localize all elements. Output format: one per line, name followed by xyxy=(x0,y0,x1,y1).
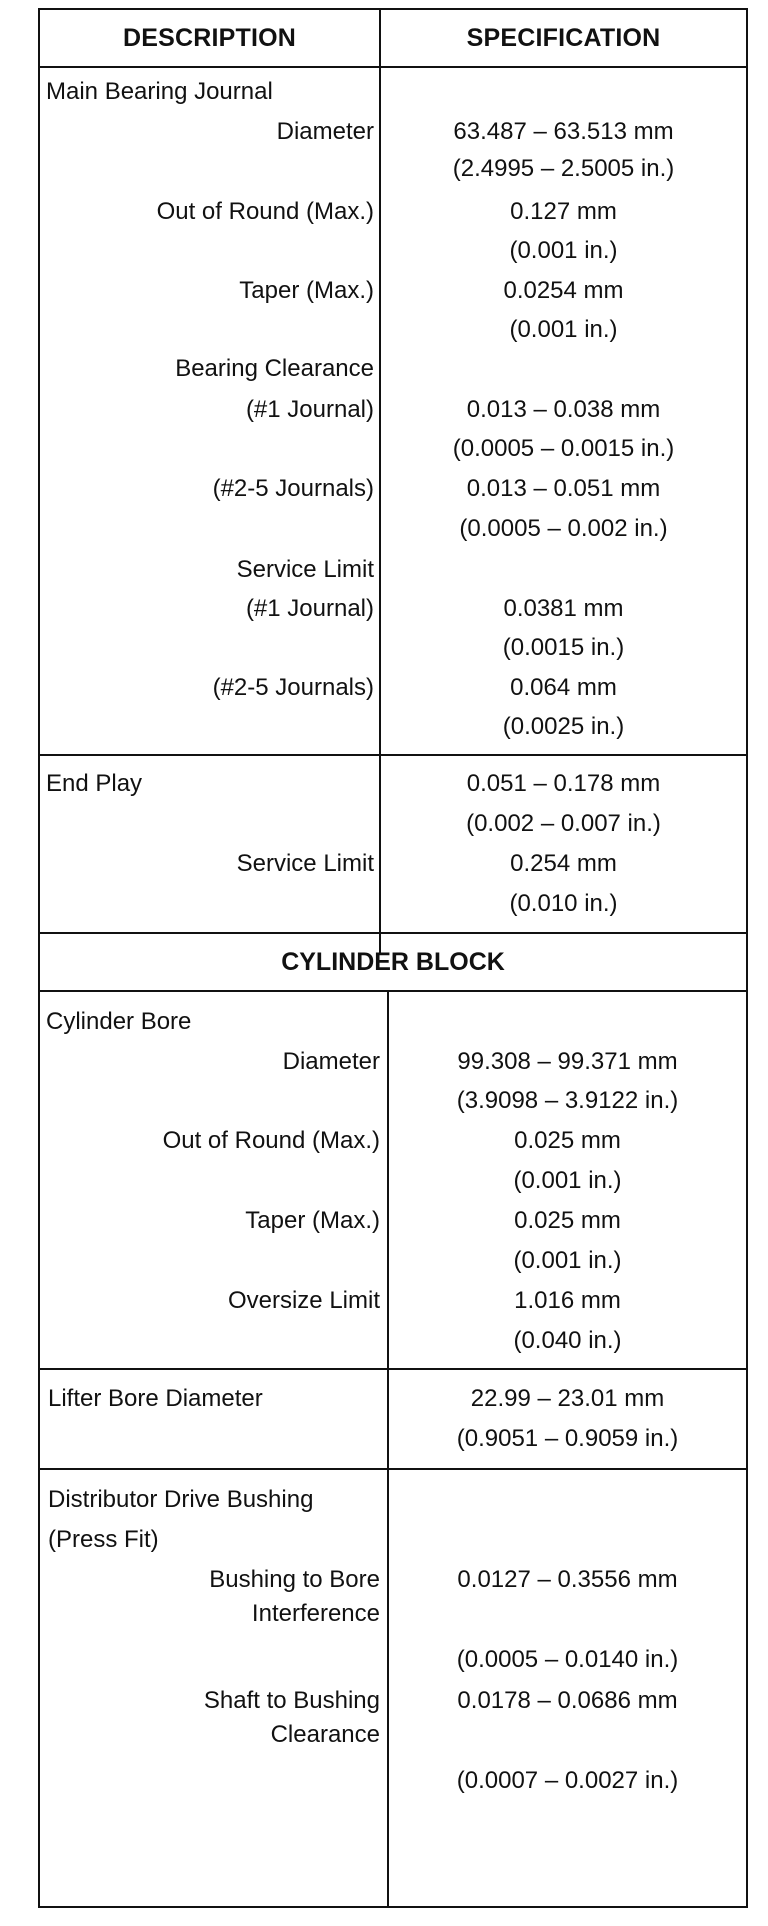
value-mm: 0.0381 mm xyxy=(503,595,624,622)
label-diameter: Diameter xyxy=(276,118,374,145)
label-lifter-bore-diameter: Lifter Bore Diameter xyxy=(48,1385,263,1412)
value-in: (0.0007 – 0.0027 in.) xyxy=(456,1767,679,1794)
label-journals-2-5: (#2-5 Journals) xyxy=(212,475,374,502)
label-oversize-limit: Oversize Limit xyxy=(227,1287,380,1314)
value-in: (0.0005 – 0.0140 in.) xyxy=(456,1646,679,1673)
label-journals-2-5: (#2-5 Journals) xyxy=(212,674,374,701)
value-in: (0.002 – 0.007 in.) xyxy=(466,810,661,837)
table-header xyxy=(40,10,746,68)
value-mm: 0.025 mm xyxy=(514,1127,621,1154)
label-interference: Interference xyxy=(251,1600,380,1627)
row-divider xyxy=(40,754,746,756)
group-title-main-bearing: Main Bearing Journal xyxy=(46,78,273,105)
description-header: DESCRIPTION xyxy=(122,23,297,52)
row-divider xyxy=(40,1368,746,1370)
section-title-cylinder-block: CYLINDER BLOCK xyxy=(281,947,505,976)
value-mm: 0.0178 – 0.0686 mm xyxy=(457,1687,678,1714)
value-in: (0.001 in.) xyxy=(513,1167,622,1194)
value-mm: 0.0254 mm xyxy=(503,277,624,304)
group-subtitle-press-fit: (Press Fit) xyxy=(48,1526,159,1553)
value-in: (0.9051 – 0.9059 in.) xyxy=(456,1425,679,1452)
value-mm: 0.064 mm xyxy=(510,674,617,701)
label-shaft-to-bushing: Shaft to Bushing xyxy=(203,1687,380,1714)
label-out-of-round: Out of Round (Max.) xyxy=(162,1127,380,1154)
value-mm: 0.013 – 0.051 mm xyxy=(466,475,661,502)
value-in: (0.001 in.) xyxy=(509,316,618,343)
spec-table xyxy=(38,8,748,1908)
label-service-limit: Service Limit xyxy=(236,556,374,583)
group-title-cylinder-bore: Cylinder Bore xyxy=(46,1008,192,1035)
value-in: (0.010 in.) xyxy=(509,890,618,917)
label-clearance: Clearance xyxy=(270,1721,380,1748)
value-in: (0.001 in.) xyxy=(513,1247,622,1274)
specification-header: SPECIFICATION xyxy=(466,23,661,52)
value-in: (0.001 in.) xyxy=(509,237,618,264)
row-divider xyxy=(40,990,746,992)
value-mm: 63.487 – 63.513 mm xyxy=(453,118,674,145)
label-bearing-clearance: Bearing Clearance xyxy=(175,355,374,382)
value-mm: 0.025 mm xyxy=(514,1207,621,1234)
label-journal-1: (#1 Journal) xyxy=(245,595,374,622)
row-divider xyxy=(40,1468,746,1470)
value-in: (3.9098 – 3.9122 in.) xyxy=(456,1087,679,1114)
label-service-limit: Service Limit xyxy=(236,850,374,877)
label-out-of-round: Out of Round (Max.) xyxy=(156,198,374,225)
label-taper: Taper (Max.) xyxy=(245,1207,380,1234)
value-mm: 99.308 – 99.371 mm xyxy=(457,1048,678,1075)
label-diameter: Diameter xyxy=(282,1048,380,1075)
value-in: (2.4995 – 2.5005 in.) xyxy=(452,155,675,182)
value-mm: 0.127 mm xyxy=(510,198,617,225)
value-in: (0.0025 in.) xyxy=(502,713,625,740)
value-mm: 0.0127 – 0.3556 mm xyxy=(457,1566,678,1593)
header-divider xyxy=(379,10,381,68)
group-title-distributor-drive-bushing: Distributor Drive Bushing xyxy=(48,1486,314,1513)
label-journal-1: (#1 Journal) xyxy=(245,396,374,423)
value-in: (0.040 in.) xyxy=(513,1327,622,1354)
label-taper: Taper (Max.) xyxy=(239,277,374,304)
group-title-end-play: End Play xyxy=(46,770,143,797)
value-in: (0.0005 – 0.0015 in.) xyxy=(452,435,675,462)
value-mm: 22.99 – 23.01 mm xyxy=(470,1385,665,1412)
value-in: (0.0005 – 0.002 in.) xyxy=(459,515,668,542)
value-mm: 1.016 mm xyxy=(514,1287,621,1314)
value-mm: 0.254 mm xyxy=(510,850,617,877)
label-bushing-to-bore: Bushing to Bore xyxy=(209,1566,380,1593)
value-mm: 0.051 – 0.178 mm xyxy=(466,770,661,797)
value-in: (0.0015 in.) xyxy=(502,634,625,661)
value-mm: 0.013 – 0.038 mm xyxy=(466,396,661,423)
